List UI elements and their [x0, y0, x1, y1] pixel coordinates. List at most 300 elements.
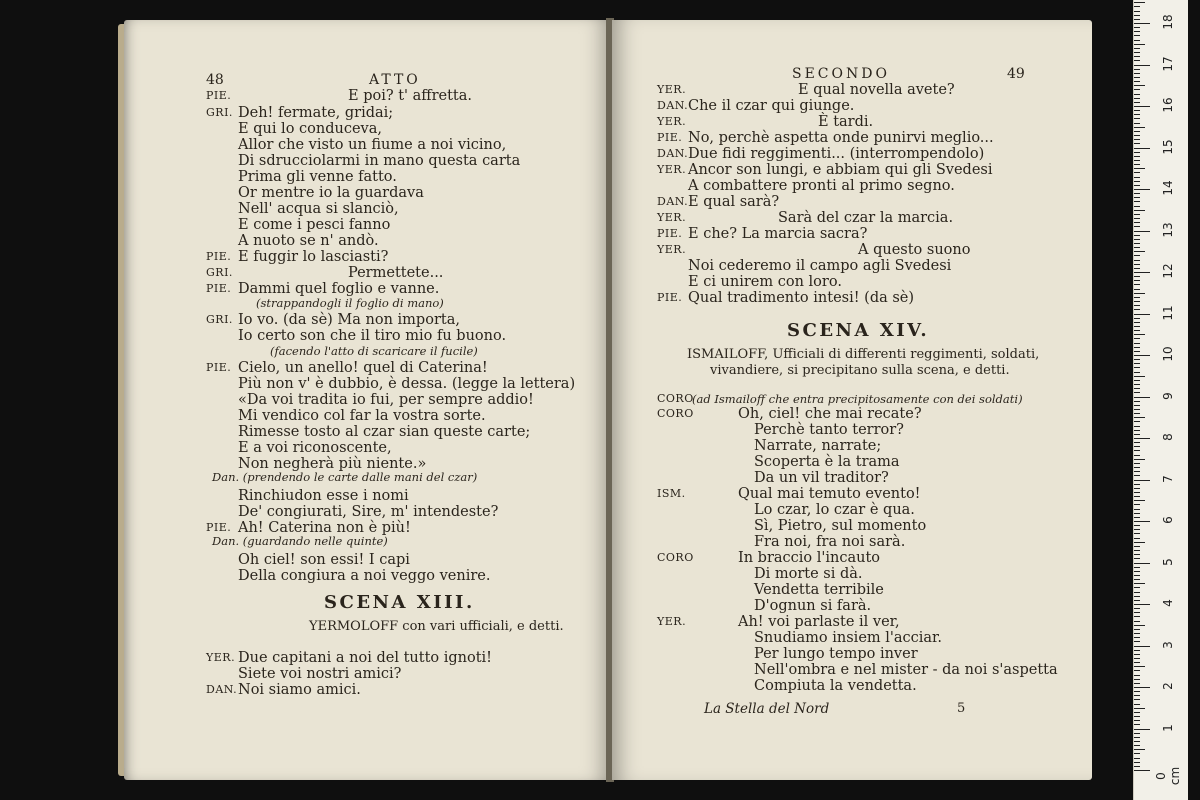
- ruler-tick: [1134, 297, 1140, 298]
- verse-line: Della congiura a noi veggo venire.: [238, 568, 491, 584]
- verse-line: Scoperta è la trama: [754, 454, 900, 470]
- ruler-tick: [1134, 480, 1150, 481]
- ruler-tick: [1134, 334, 1145, 335]
- speaker-label: DAN.: [657, 195, 689, 208]
- ruler-tick: [1134, 56, 1140, 57]
- verse-line: Narrate, narrate;: [754, 438, 882, 454]
- speaker-label: YER.: [657, 615, 687, 628]
- ruler-tick: [1134, 31, 1140, 32]
- ruler-tick: [1134, 85, 1145, 86]
- ruler-tick: [1134, 351, 1140, 352]
- speaker-label: PIE.: [206, 361, 232, 374]
- ruler-tick: [1134, 44, 1145, 45]
- ruler-tick: [1134, 658, 1140, 659]
- ruler-tick: [1134, 504, 1140, 505]
- verse-line: Due fidi reggimenti... (interrompendolo): [688, 146, 985, 162]
- ruler-tick: [1134, 513, 1140, 514]
- speaker-label: GRI.: [206, 266, 233, 279]
- verse-line: Ancor son lungi, e abbiam qui gli Svedesi: [688, 162, 993, 178]
- ruler-tick: [1134, 712, 1140, 713]
- verse-line: A nuoto se n' andò.: [238, 233, 379, 249]
- ruler-tick: [1134, 94, 1140, 95]
- ruler-tick: [1134, 65, 1150, 66]
- verse-line: Deh! fermate, gridai;: [238, 105, 394, 121]
- verse-line: E qual sarà?: [688, 194, 780, 210]
- ruler-tick: [1134, 318, 1140, 319]
- ruler-tick: [1134, 380, 1140, 381]
- verse-line: A questo suono: [858, 242, 971, 258]
- ruler-tick: [1134, 172, 1140, 173]
- ruler-number: 16: [1161, 97, 1175, 113]
- verse-line: Compiuta la vendetta.: [754, 678, 917, 694]
- ruler-tick: [1134, 185, 1140, 186]
- verse-line: Nell'ombra e nel mister - da noi s'aspetta: [754, 662, 1058, 678]
- verse-line: Vendetta terribile: [754, 582, 884, 598]
- ruler-tick: [1134, 525, 1140, 526]
- verse-line: E a voi riconoscente,: [238, 440, 392, 456]
- ruler-tick: [1134, 716, 1140, 717]
- speaker-label: PIE.: [206, 89, 232, 102]
- ruler-tick: [1134, 575, 1140, 576]
- speaker-label: PIE.: [206, 521, 232, 534]
- ruler-number: 7: [1161, 474, 1175, 483]
- verse-line: Noi cederemo il campo agli Svedesi: [688, 258, 952, 274]
- ruler-tick: [1134, 135, 1140, 136]
- signature-mark: 5: [957, 701, 966, 716]
- ruler-tick: [1134, 73, 1140, 74]
- ruler-tick: [1134, 708, 1145, 709]
- verse-line: Dammi quel foglio e vanne.: [238, 281, 440, 297]
- speaker-label: PIE.: [657, 291, 683, 304]
- ruler-tick: [1134, 496, 1140, 497]
- ruler-tick: [1134, 376, 1145, 377]
- ruler-tick: [1134, 181, 1140, 182]
- verse-line: Rimesse tosto al czar sian queste carte;: [238, 424, 531, 440]
- ruler-tick: [1134, 343, 1140, 344]
- ruler-tick: [1134, 596, 1140, 597]
- ruler-number: 4: [1161, 599, 1175, 607]
- ruler-tick: [1134, 226, 1140, 227]
- ruler-tick: [1134, 367, 1140, 368]
- verse-line: E ci unirem con loro.: [688, 274, 842, 290]
- scene-title: SCENA XIII.: [324, 592, 475, 613]
- ruler-number: 2: [1161, 682, 1175, 690]
- verse-line: Nell' acqua si slanciò,: [238, 201, 399, 217]
- ruler-tick: [1134, 629, 1140, 630]
- verse-line: Oh ciel! son essi! I capi: [238, 552, 410, 568]
- ruler-tick: [1134, 567, 1140, 568]
- ruler-tick: [1134, 666, 1145, 667]
- ruler-tick: [1134, 430, 1140, 431]
- ruler-tick: [1134, 600, 1140, 601]
- verse-line: A combattere pronti al primo segno.: [688, 178, 955, 194]
- speaker-label: GRI.: [206, 106, 233, 119]
- verse-line: E fuggir lo lasciasti?: [238, 249, 389, 265]
- ruler-tick: [1134, 687, 1150, 688]
- verse-line: Non negherà più niente.»: [238, 456, 427, 472]
- verse-line: Ah! Caterina non è più!: [238, 520, 411, 536]
- speaker-label: PIE.: [657, 131, 683, 144]
- ruler-tick: [1134, 164, 1140, 165]
- ruler-tick: [1134, 699, 1140, 700]
- ruler-tick: [1134, 23, 1150, 24]
- ruler-tick: [1134, 583, 1145, 584]
- stage-direction: Dan. (guardando nelle quinte): [212, 534, 388, 548]
- scene-intro: ISMAILOFF, Ufficiali di differenti reggimenti, soldati,: [687, 347, 1040, 362]
- verse-line: Permettete...: [348, 265, 444, 281]
- ruler-tick: [1134, 563, 1150, 564]
- verse-line: E qual novella avete?: [798, 82, 955, 98]
- ruler-tick: [1134, 542, 1145, 543]
- ruler-tick: [1134, 446, 1140, 447]
- ruler-tick: [1134, 301, 1140, 302]
- ruler-tick: [1134, 222, 1140, 223]
- ruler-tick: [1134, 650, 1140, 651]
- ruler-tick: [1134, 189, 1150, 190]
- speaker-label: PIE.: [206, 250, 232, 263]
- ruler-tick: [1134, 538, 1140, 539]
- ruler-number: 17: [1161, 55, 1175, 72]
- verse-line: Lo czar, lo czar è qua.: [754, 502, 915, 518]
- ruler-tick: [1134, 110, 1140, 111]
- ruler-tick: [1134, 326, 1140, 327]
- ruler-tick: [1134, 148, 1150, 149]
- ruler-tick: [1134, 322, 1140, 323]
- ruler-tick: [1134, 558, 1140, 559]
- ruler-tick: [1134, 210, 1145, 211]
- speaker-label: CORO: [657, 551, 694, 564]
- ruler-tick: [1134, 413, 1140, 414]
- ruler-number: 8: [1161, 433, 1175, 441]
- verse-line: Più non v' è dubbio, è dessa. (legge la lettera): [238, 376, 576, 392]
- ruler-tick: [1134, 459, 1145, 460]
- ruler-tick: [1134, 587, 1140, 588]
- ruler-tick: [1134, 338, 1140, 339]
- verse-line: Snudiamo insiem l'acciar.: [754, 630, 942, 646]
- ruler-tick: [1134, 529, 1140, 530]
- verse-line: Allor che visto un fiume a noi vicino,: [238, 137, 507, 153]
- running-head-left: ATTO: [369, 72, 421, 88]
- ruler-tick: [1134, 280, 1140, 281]
- ruler-tick: [1134, 69, 1140, 70]
- ruler-tick: [1134, 484, 1140, 485]
- ruler-tick: [1134, 467, 1140, 468]
- ruler-tick: [1134, 679, 1140, 680]
- ruler-tick: [1134, 77, 1140, 78]
- verse-line: No, perchè aspetta onde punirvi meglio...: [688, 130, 994, 146]
- ruler-tick: [1134, 309, 1140, 310]
- scene-title: SCENA XIV.: [787, 320, 930, 341]
- ruler-tick: [1134, 218, 1140, 219]
- ruler-tick: [1134, 438, 1150, 439]
- verse-line: Rinchiudon esse i nomi: [238, 488, 409, 504]
- ruler-tick: [1134, 168, 1145, 169]
- ruler-number: 13: [1161, 221, 1175, 238]
- ruler-tick: [1134, 235, 1140, 236]
- ruler-tick: [1134, 720, 1140, 721]
- ruler-tick: [1134, 11, 1140, 12]
- ruler-tick: [1134, 733, 1140, 734]
- ruler-tick: [1134, 695, 1140, 696]
- stage-direction: (strappandogli il foglio di mano): [256, 296, 444, 310]
- ruler-tick: [1134, 114, 1140, 115]
- verse-line: Ah! voi parlaste il ver,: [738, 614, 900, 630]
- ruler-tick: [1134, 314, 1150, 315]
- speaker-label: GRI.: [206, 313, 233, 326]
- verse-line: Fra noi, fra noi sarà.: [754, 534, 906, 550]
- ruler-tick: [1134, 616, 1140, 617]
- ruler-number: 10: [1161, 346, 1175, 362]
- stage-direction: (ad Ismailoff che entra precipitosamente con dei soldati): [692, 392, 1023, 406]
- speaker-label: ISM.: [657, 487, 686, 500]
- ruler-tick: [1134, 330, 1140, 331]
- stage-direction: (facendo l'atto di scaricare il fucile): [270, 344, 478, 358]
- verse-line: E che? La marcia sacra?: [688, 226, 868, 242]
- ruler-tick: [1134, 729, 1150, 730]
- ruler-tick: [1134, 355, 1150, 356]
- verse-line: Or mentre io la guardava: [238, 185, 424, 201]
- ruler-tick: [1134, 741, 1140, 742]
- page-number-left: 48: [206, 72, 224, 88]
- ruler-tick: [1134, 276, 1140, 277]
- page-number-right: 49: [1007, 66, 1025, 82]
- ruler-tick: [1134, 89, 1140, 90]
- ruler-tick: [1134, 571, 1140, 572]
- verse-line: E qui lo conduceva,: [238, 121, 382, 137]
- verse-line: Cielo, un anello! quel di Caterina!: [238, 360, 488, 376]
- ruler-tick: [1134, 131, 1140, 132]
- ruler-tick: [1134, 517, 1140, 518]
- verse-line: In braccio l'incauto: [738, 550, 881, 566]
- ruler-tick: [1134, 471, 1140, 472]
- ruler-tick: [1134, 19, 1140, 20]
- ruler-number: 14: [1161, 180, 1175, 196]
- speaker-label: CORO: [657, 392, 694, 405]
- speaker-label: YER.: [657, 243, 687, 256]
- verse-line: De' congiurati, Sire, m' intendeste?: [238, 504, 499, 520]
- verse-line: Prima gli venne fatto.: [238, 169, 397, 185]
- ruler-tick: [1134, 704, 1140, 705]
- ruler-tick: [1134, 81, 1140, 82]
- speaker-label: YER.: [657, 163, 687, 176]
- ruler-tick: [1134, 612, 1140, 613]
- ruler-tick: [1134, 6, 1140, 7]
- ruler-number: 6: [1161, 516, 1175, 524]
- verse-line: «Da voi tradita io fui, per sempre addio!: [238, 392, 534, 408]
- verse-line: E come i pesci fanno: [238, 217, 391, 233]
- verse-line: Due capitani a noi del tutto ignoti!: [238, 650, 493, 666]
- ruler-tick: [1134, 40, 1140, 41]
- ruler-tick: [1134, 409, 1140, 410]
- ruler-tick: [1134, 197, 1140, 198]
- verse-line: Mi vendico col far la vostra sorte.: [238, 408, 486, 424]
- ruler-tick: [1134, 488, 1140, 489]
- ruler-tick: [1134, 450, 1140, 451]
- ruler-tick: [1134, 521, 1150, 522]
- ruler-tick: [1134, 347, 1140, 348]
- ruler-tick: [1134, 509, 1140, 510]
- verse-line: Noi siamo amici.: [238, 682, 361, 698]
- ruler-tick: [1134, 102, 1140, 103]
- ruler-number: 9: [1161, 391, 1175, 400]
- ruler-tick: [1134, 646, 1150, 647]
- ruler-tick: [1134, 35, 1140, 36]
- ruler-tick: [1134, 604, 1150, 605]
- ruler-tick: [1134, 372, 1140, 373]
- verse-line: Qual tradimento intesi! (da sè): [688, 290, 915, 306]
- ruler-number: 12: [1161, 263, 1175, 279]
- ruler-tick: [1134, 766, 1140, 767]
- verse-line: Sarà del czar la marcia.: [778, 210, 954, 226]
- speaker-label: CORO: [657, 407, 694, 420]
- ruler-tick: [1134, 289, 1140, 290]
- speaker-label: YER.: [657, 211, 687, 224]
- ruler-tick: [1134, 48, 1140, 49]
- ruler-tick: [1134, 737, 1140, 738]
- ruler-tick: [1134, 152, 1140, 153]
- ruler-tick: [1134, 455, 1140, 456]
- ruler-tick: [1134, 592, 1140, 593]
- ruler-tick: [1134, 214, 1140, 215]
- ruler-tick: [1134, 305, 1140, 306]
- ruler-tick: [1134, 193, 1140, 194]
- ruler-tick: [1134, 123, 1140, 124]
- verse-line: E poi? t' affretta.: [348, 88, 473, 104]
- ruler-tick: [1134, 60, 1140, 61]
- ruler-tick: [1134, 201, 1140, 202]
- ruler-number: 18: [1161, 14, 1175, 30]
- ruler-tick: [1134, 143, 1140, 144]
- ruler-tick: [1134, 758, 1140, 759]
- speaker-label: DAN.: [657, 99, 689, 112]
- ruler-tick: [1134, 118, 1140, 119]
- verse-line: Siete voi nostri amici?: [238, 666, 402, 682]
- ruler-tick: [1134, 621, 1140, 622]
- ruler-number: 0 cm: [1154, 766, 1182, 786]
- ruler-tick: [1134, 388, 1140, 389]
- ruler-tick: [1134, 206, 1140, 207]
- running-head-right: SECONDO: [792, 66, 890, 82]
- ruler-tick: [1134, 421, 1140, 422]
- ruler-tick: [1134, 475, 1140, 476]
- ruler-tick: [1134, 749, 1145, 750]
- speaker-label: DAN.: [657, 147, 689, 160]
- ruler-tick: [1134, 156, 1140, 157]
- ruler-tick: [1134, 127, 1145, 128]
- ruler-tick: [1134, 724, 1140, 725]
- scene-intro: vivandiere, si precipitano sulla scena, e detti.: [710, 363, 1010, 378]
- verse-line: Qual mai temuto evento!: [738, 486, 921, 502]
- ruler-tick: [1134, 268, 1140, 269]
- ruler-tick: [1134, 231, 1150, 232]
- ruler-tick: [1134, 98, 1140, 99]
- verse-line: Io vo. (da sè) Ma non importa,: [238, 312, 460, 328]
- ruler-tick: [1134, 442, 1140, 443]
- ruler-number: 5: [1161, 557, 1175, 566]
- ruler-tick: [1134, 533, 1140, 534]
- ruler-tick: [1134, 251, 1145, 252]
- ruler-tick: [1134, 239, 1140, 240]
- speaker-label: PIE.: [657, 227, 683, 240]
- ruler-number: 1: [1161, 723, 1175, 732]
- left-page: [124, 20, 610, 780]
- ruler-tick: [1134, 160, 1140, 161]
- ruler-tick: [1134, 255, 1140, 256]
- ruler-tick: [1134, 243, 1140, 244]
- verse-line: Perchè tanto terror?: [754, 422, 904, 438]
- footer-signature-title: La Stella del Nord: [704, 701, 830, 717]
- ruler-tick: [1134, 106, 1150, 107]
- ruler-tick: [1134, 662, 1140, 663]
- verse-line: Da un vil traditor?: [754, 470, 889, 486]
- ruler-number: 15: [1161, 138, 1175, 155]
- ruler-tick: [1134, 753, 1140, 754]
- ruler-tick: [1134, 675, 1140, 676]
- ruler-tick: [1134, 272, 1150, 273]
- verse-line: Sì, Pietro, sul momento: [754, 518, 927, 534]
- ruler-tick: [1134, 293, 1145, 294]
- speaker-label: PIE.: [206, 282, 232, 295]
- ruler-tick: [1134, 15, 1140, 16]
- stage-direction: Dan. (prendendo le carte dalle mani del czar): [212, 470, 478, 484]
- ruler-tick: [1134, 434, 1140, 435]
- ruler-tick: [1134, 426, 1140, 427]
- ruler-tick: [1134, 579, 1140, 580]
- ruler-tick: [1134, 27, 1140, 28]
- verse-line: Di morte si dà.: [754, 566, 863, 582]
- ruler-tick: [1134, 770, 1150, 771]
- verse-line: Oh, ciel! che mai recate?: [738, 406, 922, 422]
- ruler-tick: [1134, 247, 1140, 248]
- verse-line: Per lungo tempo inver: [754, 646, 918, 662]
- ruler-tick: [1134, 401, 1140, 402]
- ruler-tick: [1134, 177, 1140, 178]
- ruler-tick: [1134, 641, 1140, 642]
- ruler-tick: [1134, 52, 1140, 53]
- verse-line: Di sdrucciolarmi in mano questa carta: [238, 153, 521, 169]
- ruler-tick: [1134, 359, 1140, 360]
- ruler-tick: [1134, 417, 1145, 418]
- speaker-label: YER.: [657, 115, 687, 128]
- ruler-tick: [1134, 2, 1145, 3]
- measuring-ruler: [1133, 0, 1188, 800]
- ruler-tick: [1134, 670, 1140, 671]
- ruler-tick: [1134, 683, 1140, 684]
- scene-intro: YERMOLOFF con vari ufficiali, e detti.: [309, 619, 564, 634]
- ruler-tick: [1134, 463, 1140, 464]
- ruler-tick: [1134, 637, 1140, 638]
- ruler-tick: [1134, 633, 1140, 634]
- ruler-tick: [1134, 554, 1140, 555]
- speaker-label: YER.: [657, 83, 687, 96]
- ruler-tick: [1134, 691, 1140, 692]
- verse-line: Che il czar qui giunge.: [688, 98, 855, 114]
- ruler-tick: [1134, 654, 1140, 655]
- ruler-tick: [1134, 608, 1140, 609]
- ruler-number: 3: [1161, 640, 1175, 649]
- ruler-tick: [1134, 363, 1140, 364]
- ruler-tick: [1134, 546, 1140, 547]
- ruler-tick: [1134, 260, 1140, 261]
- ruler-tick: [1134, 392, 1140, 393]
- verse-line: D'ognun si farà.: [754, 598, 872, 614]
- verse-line: Io certo son che il tiro mio fu buono.: [238, 328, 507, 344]
- ruler-tick: [1134, 500, 1145, 501]
- ruler-tick: [1134, 762, 1140, 763]
- right-page: [612, 20, 1092, 780]
- ruler-tick: [1134, 492, 1140, 493]
- speaker-label: DAN.: [206, 683, 238, 696]
